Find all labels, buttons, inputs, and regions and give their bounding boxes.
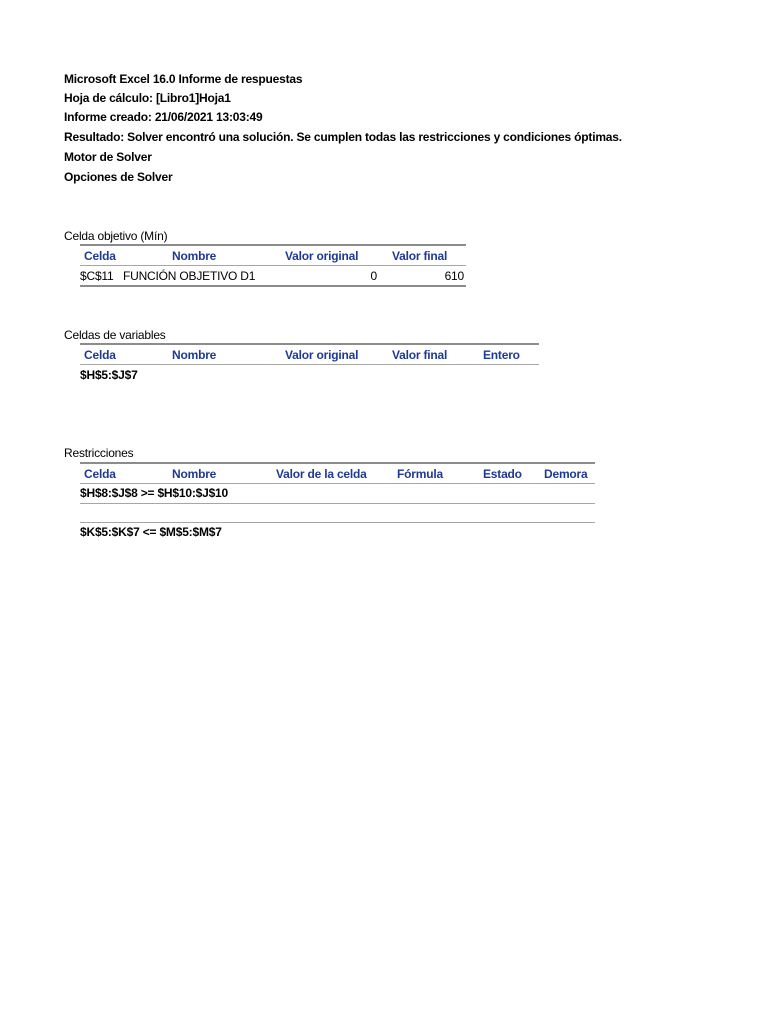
variables-top-rule <box>80 343 539 345</box>
solver-engine-line: Motor de Solver <box>64 150 152 164</box>
objective-row-nombre: FUNCIÓN OBJETIVO D1 <box>123 269 256 283</box>
variables-col-valor-original: Valor original <box>285 348 359 362</box>
objective-row-celda: $C$11 <box>80 269 114 283</box>
constraints-header-rule <box>80 483 595 484</box>
variables-header-rule <box>80 364 539 365</box>
objective-col-valor-final: Valor final <box>392 249 448 263</box>
constraints-top-rule <box>80 462 595 464</box>
constraint-row-2: $K$5:$K$7 <= $M$5:$M$7 <box>80 525 222 539</box>
report-title: Microsoft Excel 16.0 Informe de respuestas <box>64 72 303 86</box>
constraints-col-formula: Fórmula <box>397 467 443 481</box>
variables-col-celda: Celda <box>84 348 116 362</box>
objective-header-rule <box>80 265 466 266</box>
constraints-section-title: Restricciones <box>64 446 134 460</box>
constraints-col-valor-celda: Valor de la celda <box>276 467 367 481</box>
objective-top-rule <box>80 244 466 246</box>
constraints-row-rule-2 <box>80 522 595 523</box>
constraints-col-nombre: Nombre <box>172 467 217 481</box>
variables-section-title: Celdas de variables <box>64 328 166 342</box>
objective-section-title: Celda objetivo (Mín) <box>64 229 168 243</box>
constraints-col-demora: Demora <box>544 467 588 481</box>
result-line: Resultado: Solver encontró una solución. Se cumplen todas las restricciones y condiciones óptimas. <box>64 130 622 144</box>
variables-col-valor-final: Valor final <box>392 348 448 362</box>
variables-col-nombre: Nombre <box>172 348 217 362</box>
constraints-row-rule-1 <box>80 503 595 504</box>
objective-col-nombre: Nombre <box>172 249 217 263</box>
constraints-col-celda: Celda <box>84 467 116 481</box>
created-line: Informe creado: 21/06/2021 13:03:49 <box>64 110 263 124</box>
objective-bottom-rule <box>80 285 466 287</box>
worksheet-line: Hoja de cálculo: [Libro1]Hoja1 <box>64 91 231 105</box>
objective-col-celda: Celda <box>84 249 116 263</box>
variables-row-celda: $H$5:$J$7 <box>80 368 138 382</box>
variables-col-entero: Entero <box>483 348 520 362</box>
objective-row-final: 610 <box>444 269 464 283</box>
objective-col-valor-original: Valor original <box>285 249 359 263</box>
objective-row-original: 0 <box>370 269 377 283</box>
constraint-row-1: $H$8:$J$8 >= $H$10:$J$10 <box>80 486 228 500</box>
constraints-col-estado: Estado <box>483 467 522 481</box>
solver-options-line: Opciones de Solver <box>64 170 173 184</box>
